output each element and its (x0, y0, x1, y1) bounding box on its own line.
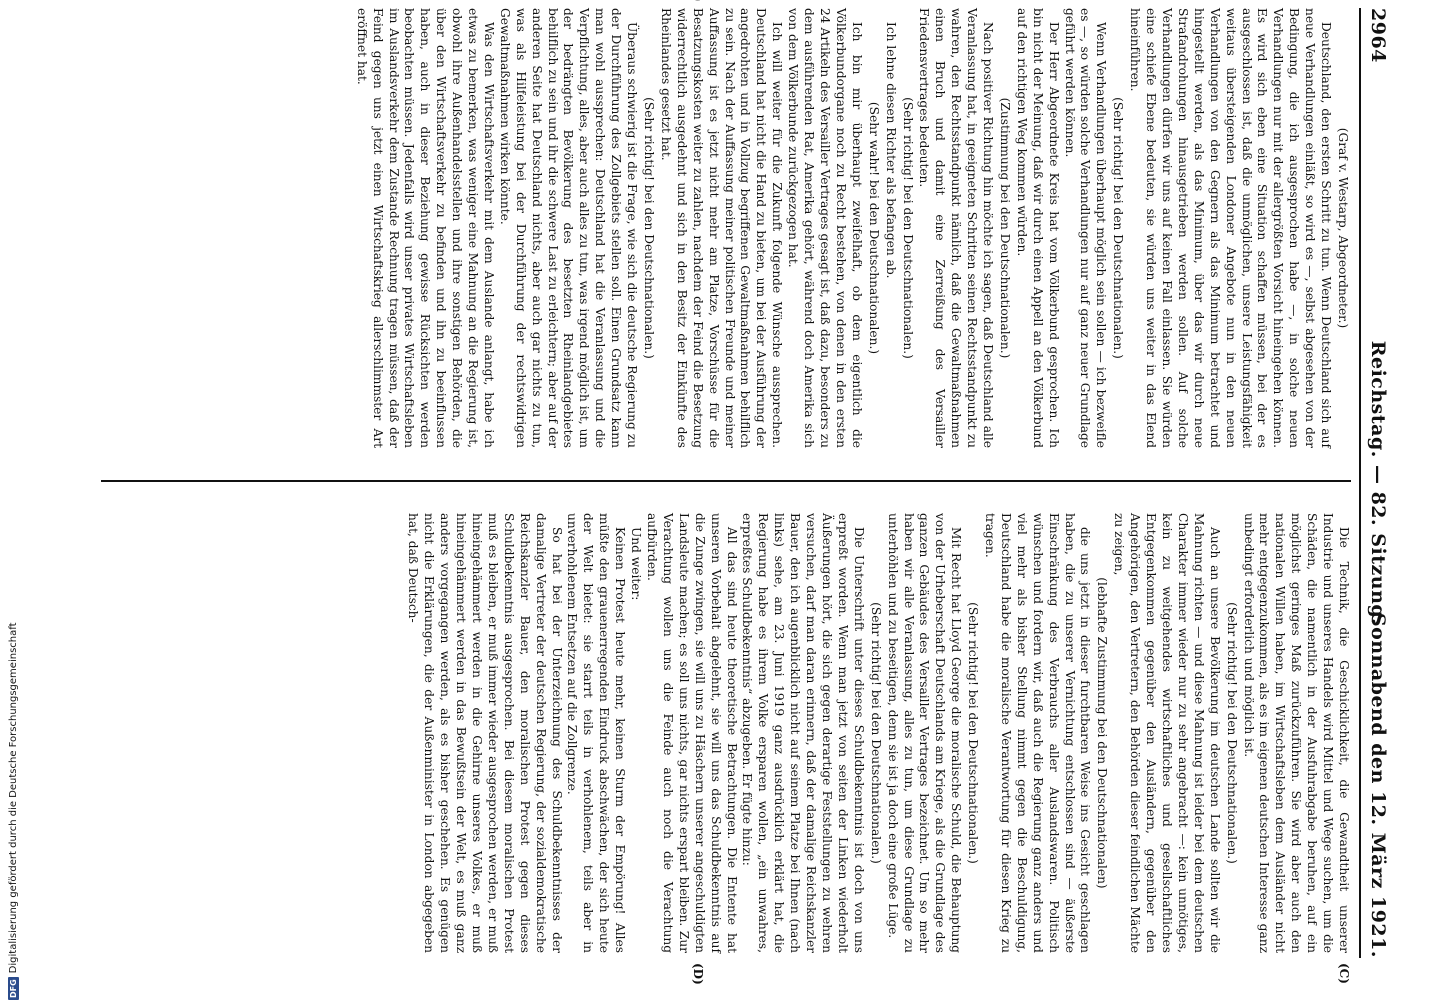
interjection: (Sehr richtig! bei den Deutschnationalen.) (900, 97, 915, 359)
margin-marker-c: (C) (1337, 963, 1351, 984)
paragraph: Und weiter: (629, 527, 644, 601)
funding-note-text: Digitalisierung gefördert durch die Deutsche Forschungsgemeinschaft (8, 622, 19, 974)
interjection: (Sehr wahr! bei den Deutschnationalen.) (866, 101, 881, 355)
paragraph: Die Technik, die Geschicklichkeit, die Gewandtheit unserer Industrie und unseres Handels wird Mittel und Wege suchen, um die Schäden, die namentlich in der Ausfuhrabgabe beruhen, auf ein möglichst geringes Maß zurückzuführen. Sie wird aber auch den nationalen Willen haben, im Wirtschaftsleben dem Ausländer nicht mehr entgegenzukommen, als es im eigenen deutschen Interesse ganz unbedingt erforderlich und möglich ist. (1241, 513, 1351, 953)
paragraph: Der Herr Abgeordnete Kreis hat vom Völkerbund gesprochen. Ich bin nicht der Meinung, daß wir durch einen Appell an den Völkerbund auf den richtigen Weg kommen würden. (1014, 8, 1061, 448)
paragraph: Überaus schwierig ist die Frage, wie sich die deutsche Regierung zu der Durchführung des Zollgebiets stellen soll. Einen Grundsatz kann man wohl aussprechen: Deutschland hat die Veranlassung und die Verpflichtung, alles, aber auch alles zu tun, was irgend möglich ist, um der bedrängten Bevölkerung des besetzten Rheinlandgebietes behilflich zu sein und ihr die schwere Last zu erleichtern; aber auf der anderen Seite hat Deutschland nichts, aber auch gar nichts zu tun, was als Hilfeleistung bei der Durchführung der rechtswidrigen Gewaltmaßnahmen wirken könnte. (497, 8, 640, 448)
column-divider (101, 480, 1351, 482)
interjection: (Sehr richtig! bei den Deutschnationalen.) (1224, 602, 1239, 864)
paragraph: die uns jetzt in dieser furchtbaren Weise ins Gesicht geschlagen haben, die zu unserer Vernichtung entschlossen sind — äußerste Einschränkung des Verbrauchs aller Auslandswaren. Politisch wünschen und fordern wir, daß auch die Regierung ganz anders und viel mehr als bisher Stellung nimmt gegen die Beschuldigung, Deutschland habe die moralische Verantwortung für diesen Krieg zu tragen. (983, 513, 1093, 953)
rotated-page-content (85, 8, 1395, 985)
interjection: (lebhafte Zustimmung bei den Deutschnationalen) (1095, 577, 1110, 889)
page-header (1361, 8, 1395, 958)
paragraph: Auch an unsere Bevölkerung im deutschen Lande sollten wir die Mahnung richten — und diese Mahnung ist leider bei dem deutschen Charakter immer wieder nur zu sehr angebracht —: kein unnötiges, kein zu weitgehendes wirtschaftliches und gesellschaftliches Entgegenkommen gegenüber den Ausländern, gegenüber den Angehörigen, den Vertretern, den Behörden dieser feindlichen Mächte zu zeigen, (1112, 513, 1222, 953)
margin-marker-d: (D) (691, 963, 705, 985)
interjection: (Zustimmung bei den Deutschnationalen.) (997, 97, 1012, 359)
dfg-logo: DFG (9, 979, 18, 998)
text-column-right (93, 513, 1351, 953)
paragraph: Was den Wirtschaftsverkehr mit dem Auslande anlangt, habe ich etwas zu bemerken, was weniger eine Mahnung an die Regierung ist, obwohl ihre Außenhandelsstellen und ihre sonstigen Behörden, die über den Wirtschaftsverkehr zu befinden und ihn zu beeinflussen haben, auch in dieser Beziehung gewisse Rücksichten werden beobachten müssen. Jedenfalls wird unser privates Wirtschaftsleben im Auslandsverkehr dem Zustande Rechnung tragen müssen, daß der Feind gegen uns jetzt einen Wirtschaftskrieg allerschlimmster Art eröffnet hat. (354, 8, 496, 448)
paragraph: Ich will weiter für die Zukunft folgende Wünsche aussprechen. Deutschland hat nicht die Hand zu bieten, um bei der Ausführung der angedrohten und in Vollzug begriffenen Gewaltmaßnahmen behilflich zu sein. Nach der Auffassung meiner politischen Freunde und meiner Auffassung ist es jetzt nicht mehr am Platze, Vorschüsse für die Besatzungskosten weiter zu zahlen, nachdem der Feind die Besetzung widerrechtlich ausgedehnt und sich in den Besitz der Einkünfte des Rheinlandes gesetzt hat. (658, 8, 785, 448)
paragraph: Ich lehne diesen Richter als befangen ab. (883, 22, 898, 279)
margin-marker-a (1337, 0, 1351, 1)
paragraph: Nach positiver Richtung hin möchte ich sagen, daß Deutschland alle Veranlassung hat, in geeigneten Schritten seinen Rechtsstandpunkt zu wahren, den Rechtsstandpunkt nämlich, daß die Gewaltmaßnahmen einen Bruch und damit eine Zerreißung des Versailler Friedensvertrages bedeuten. (917, 8, 996, 448)
interjection: (Sehr richtig! bei den Deutschnationalen.) (966, 602, 981, 864)
text-column-left (93, 8, 1351, 448)
funding-note (8, 622, 19, 1000)
paragraph: So hat bei der Unterzeichnung des Schuldbekenntnisses der damalige Vertreter der deutschen Regierung, der sozialdemokratische Reichskanzler Bauer, den moralischen Protest gegen dieses Schuldbekenntnis ausgesprochen. Bei diesem moralischen Protest muß es bleiben, er muß immer wieder ausgesprochen werden, er muß hineingehämmert werden in die Gehirne unseres Volkes, er muß hineingehämmert werden in das Bewußtsein der Welt, es muß ganz anders vorgegangen werden, als es bisher geschehen. Es genügen nicht die Erklärungen, die der Außenminister in London abgegeben hat, daß Deutsch- (406, 513, 564, 953)
margin-marker-b (691, 0, 705, 2)
paragraph: Die Unterschrift unter dieses Schuldbekenntnis ist doch von uns erpreßt worden. Wenn man jetzt von seiten der Linken wiederholt Äußerungen hört, die sich gegen derartige Feststellungen zu wehren versuchen, darf man daran erinnern, daß der damalige Reichskanzler Bauer, den ich augenblicklich nicht auf seinem Platze bei Ihnen (nach links) sehe, am 23. Juni 1919 ganz ausdrücklich erklärt hat, die Regierung habe es ihrem Volke ersparen wollen, „ein unwahres, erpreßtes Schuldbekenntnis“ abzugeben. Er fügte hinzu: (740, 513, 866, 953)
paragraph: Ich bin mir überhaupt zweifelhaft, ob dem eigentlich die Völkerbundorgane noch zu Recht bestehen, von denen in den ersten 24 Artikeln des Versailler Vertrages gesagt ist, daß dazu, besonders zu dem ausführenden Rat, Amerika gehört, während doch Amerika sich von dem Völkerbunde zurückgezogen hat. (786, 8, 864, 448)
paragraph: Wenn Verhandlungen überhaupt möglich sein sollen — ich bezweifle es —, so würden solche Verhandlungen nur auf ganz neuer Grundlage geführt werden können. (1062, 8, 1109, 448)
page-title: Reichstag. — 82. Sitzung. (1367, 340, 1389, 626)
page-number: 2964 (1367, 8, 1389, 63)
paragraph: Mit Recht hat Lloyd George die moralische Schuld, die Behauptung von der Urheberschaft Deutschlands am Kriege, als die Grundlage des ganzen Gebäudes des Versailler Vertrages bezeichnet. Um so mehr haben wir alle Veranlassung, alles zu tun, um diese Grundlage zu unterhöhlen und zu beseitigen, denn sie ist ja doch eine große Lüge. (885, 513, 964, 953)
paragraph: Keinen Protest heute mehr, keinen Sturm der Empörung! Alles müßte den grauenerregenden Eindruck abschwächen, der sich heute der Welt bietet: sie starrt teils in verhohlenem, teils aber in unverhohlenem Entsetzen auf die Zollgrenze. (565, 513, 628, 953)
header-rule (1359, 8, 1361, 958)
interjection: (Sehr richtig! bei den Deutschnationalen.) (642, 97, 657, 359)
paragraph: Deutschland, den ersten Schritt zu tun. Wenn Deutschland sich auf neue Verhandlungen einläßt, so wird es —, selbst abgesehen von der Bedingung, die ich ausgesprochen habe —, in solche neuen Verhandlungen nur mit der allergrößten Vorsicht hineingehen können. Es wird sich eben eine Situation schaffen müssen, bei der es ausgeschlossen ist, daß die unmöglichen, unsere Leistungsfähigkeit weitaus übersteigenden Londoner Angebote nun in den neuen Verhandlungen von den Gegnern als das Minimum betrachtet und hingestellt werden, als das Minimum, über das wir durch neue Strafandrohungen hinausgetrieben werden sollen. Auf solche Verhandlungen dürfen wir uns auf keinen Fall einlassen. Sie würden eine schiefe Ebene bedeuten, sie würden uns weiter in das Elend hineinführen. (1128, 8, 1334, 448)
paragraph: All das sind heute theoretische Betrachtungen. Die Entente hat unseren Vorbehalt abgelehnt, sie will uns das Schuldbekenntnis auf die Zunge zwingen, sie will uns zu Häschern unserer angeschuldigten Landsleute machen; es soll uns nichts, gar nichts erspart bleiben. Zur Verachtung wollen uns die Feinde auch noch die Verachtung aufbürden. (645, 513, 739, 953)
interjection: (Graf v. Westarp, Abgeordneter.) (1336, 127, 1350, 329)
interjection: (Sehr richtig! bei den Deutschnationalen.) (868, 602, 883, 864)
interjection: (Sehr richtig! bei den Deutschnationalen.) (1111, 97, 1126, 359)
page-date: Sonnabend den 12. März 1921. (1367, 612, 1389, 958)
